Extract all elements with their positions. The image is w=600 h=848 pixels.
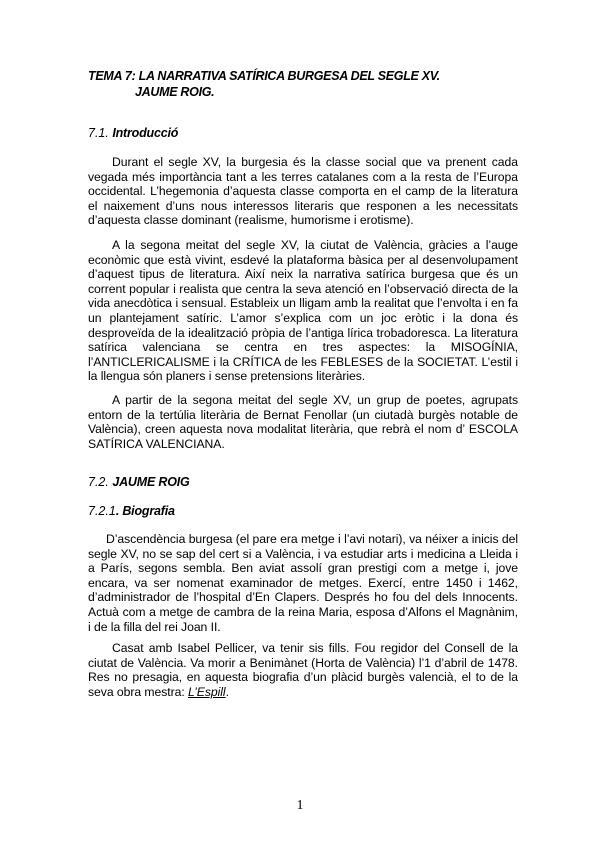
section-number: 7.2.1 [88,504,116,518]
document-title [88,68,440,100]
section-title: . Biografia [115,504,175,518]
paragraph-end: . [225,684,229,699]
section-heading-7-2 [88,474,190,490]
section-title: JAUME ROIG [112,475,190,489]
section-title: Introducció [112,126,179,140]
section-heading-7-1 [88,125,178,141]
page-number: 1 [296,798,304,813]
paragraph-intro-1: Durant el segle XV, la burgesia és la classe social que va prenent cada vegada més importància tant a les terres catalanes com a la resta de l’Europa occidental. L’hegemonia d’aquesta classe comporta en el camp de la literatura el naixement d’uns nous interessos literaris que responen a les necessitats d’aquesta classe dominant (realisme, humorisme i erotisme). [88,155,518,228]
title-line-1: TEMA 7: LA NARRATIVA SATÍRICA BURGESA DEL SEGLE XV. [88,69,440,83]
paragraph-biography-1: D’ascendència burgesa (el pare era metge i l’avi notari), va néixer a inicis del segle XV, no se sap del cert si a València, i va estudiar arts i medicina a Lleida i a París, segons sembla. Ben aviat assolí gran prestigi com a metge i, jove encara, va ser nomenat examinador de metges. Exercí, entre 1450 i 1462, d’administrador de l’hospital d’En Clapers. Després ho fou del dels Innocents. Actuà com a metge de cambra de la reina Maria, esposa d’Alfons el Magnànim, i de la filla del rei Joan II. [88,532,518,634]
paragraph-text: Casat amb Isabel Pellicer, va tenir sis fills. Fou regidor del Consell de la ciutat de València. Va morir a Benimànet (Horta de València) l’1 d’abril de 1478. Res no presagia, en aquesta biografia d’un plàcid burgès valencià, el to de la seva obra mestra: [88,641,518,699]
paragraph-biography-2 [88,641,518,699]
paragraph-intro-2: A la segona meitat del segle XV, la ciutat de València, gràcies a l’auge econòmic que està vivint, esdevé la plataforma bàsica per al desenvolupament d’aquest tipus de literatura. Així neix la narrativa satírica burgesa que és un corrent popular i realista que centra la seva atenció en l’observació directa de la vida anecdòtica i sensual. Estableix un lligam amb la realitat que l’envolta i en fa un plantejament satíric. L’amor s’explica com un joc eròtic i la dona és desproveïda de la idealització pròpia de l’antiga lírica trobadoresca. La literatura satírica valenciana se centra en tres aspectes: la MISOGÍNIA, l’ANTICLERICALISME i la CRÍTICA de les FEBLESES de la SOCIETAT. L’estil i la llengua són planers i sense pretensions literàries. [88,238,518,384]
section-number: 7.1. [88,126,109,140]
section-heading-7-2-1 [88,503,175,519]
paragraph-intro-3: A partir de la segona meitat del segle XV, un grup de poetes, agrupats entorn de la tertúlia literària de Bernat Fenollar (un ciutadà burgès notable de València), creen aquesta nova modalitat literària, que rebrà el nom d’ ESCOLA SATÍRICA VALENCIANA. [88,393,518,451]
title-line-2: JAUME ROIG. [135,85,215,99]
espill-link[interactable]: L’Espill [188,684,226,699]
section-number: 7.2. [88,475,109,489]
